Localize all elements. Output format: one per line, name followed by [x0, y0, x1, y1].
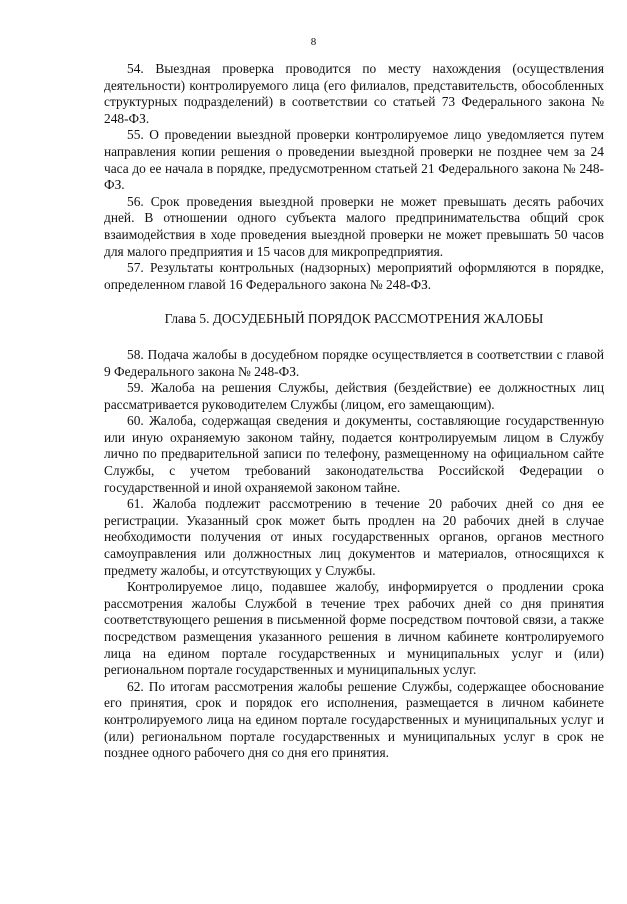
paragraph-62: 62. По итогам рассмотрения жалобы решение Службы, содержащее обоснование его принятия, срок и порядок его исполнения, размещается в личном кабинете контролируемого лица на едином портале государственных и муниципальных услуг и (или) региональном портале государственных и муниципальных услуг в срок не позднее одного рабочего дня со дня его принятия. — [104, 678, 604, 761]
paragraph-56: 56. Срок проведения выездной проверки не может превышать десять рабочих дней. В отношении одного субъекта малого предпринимательства общий срок взаимодействия в ходе проведения выездной проверки не может превышать 50 часов для малого предприятия и 15 часов для микропредприятия. — [104, 193, 604, 259]
paragraph-58: 58. Подача жалобы в досудебном порядке осуществляется в соответствии с главой 9 Федерального закона № 248-ФЗ. — [104, 346, 604, 379]
page-number: 8 — [310, 36, 317, 48]
chapter-heading: Глава 5. ДОСУДЕБНЫЙ ПОРЯДОК РАССМОТРЕНИЯ ЖАЛОБЫ — [164, 311, 544, 327]
paragraph-61-continuation: Контролируемое лицо, подавшее жалобу, информируется о продлении срока рассмотрения жалобы Службой в течение трех рабочих дней со дня принятия соответствующего решения в письменной форме посредством почтовой связи, а также посредством размещения указанного решения в личном кабинете контролируемого лица на едином портале государственных и муниципальных услуг и (или) региональном портале государственных и муниципальных услуг. — [104, 579, 604, 678]
paragraph-54: 54. Выездная проверка проводится по месту нахождения (осуществления деятельности) контролируемого лица (его филиалов, представительств, обособленных структурных подразделений) в соответствии со статьей 73 Федерального закона № 248-ФЗ. — [104, 61, 604, 126]
document-body — [104, 61, 604, 762]
paragraph-57: 57. Результаты контрольных (надзорных) мероприятий оформляются в порядке, определенном главой 16 Федерального закона № 248-ФЗ. — [104, 260, 604, 292]
paragraph-60: 60. Жалоба, содержащая сведения и документы, составляющие государственную или иную охраняемую законом тайну, подается контролируемым лицом в Службу лично по предварительной записи по телефону, размещенному на официальном сайте Службы, с учетом требований законодательства Российской Федерации о государственной и иной охраняемой законом тайне. — [104, 413, 604, 495]
paragraph-59: 59. Жалоба на решения Службы, действия (бездействие) ее должностных лиц рассматривается руководителем Службы (лицом, его замещающим). — [104, 380, 604, 412]
paragraph-61: 61. Жалоба подлежит рассмотрению в течение 20 рабочих дней со дня ее регистрации. Указанный срок может быть продлен на 20 рабочих дней в случае необходимости получения от иных государственных органов, органов местного самоуправления или должностных лиц документов и материалов, относящихся к предмету жалобы, и отсутствующих у Службы. — [104, 496, 604, 578]
paragraph-55: 55. О проведении выездной проверки контролируемое лицо уведомляется путем направления копии решения о проведении выездной проверки не позднее чем за 24 часа до ее начала в порядке, предусмотренном статьей 21 Федерального закона № 248-ФЗ. — [104, 127, 604, 193]
